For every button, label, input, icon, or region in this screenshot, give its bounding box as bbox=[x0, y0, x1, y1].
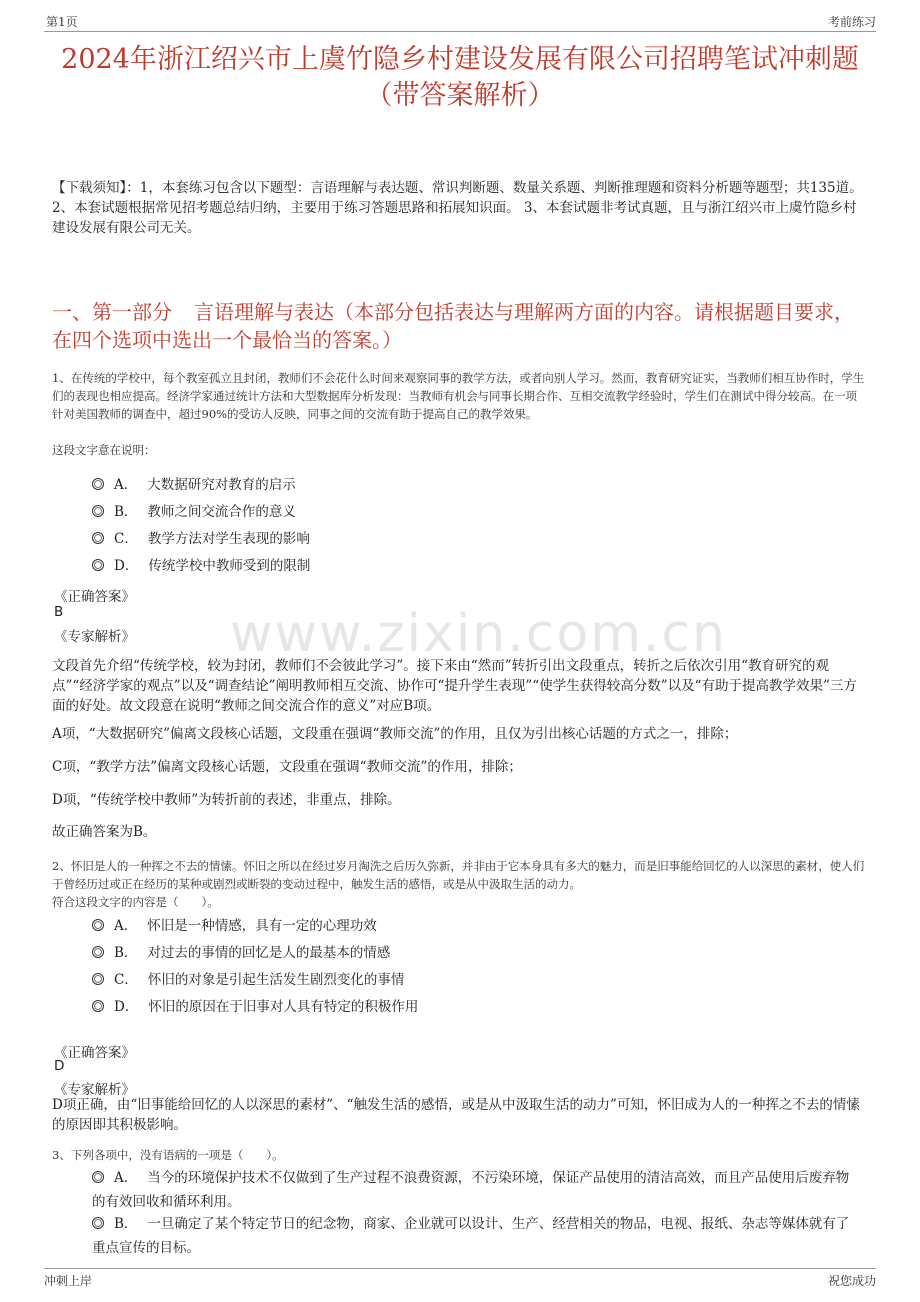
option-letter: D． bbox=[114, 999, 139, 1015]
question-2-option-c[interactable] bbox=[92, 968, 862, 992]
question-1-option-b[interactable] bbox=[92, 500, 862, 524]
analysis-conclusion: 故正确答案为B。 bbox=[52, 824, 157, 840]
option-text: 怀旧的对象是引起生活发生剧烈变化的事情 bbox=[147, 972, 405, 988]
option-text: 对过去的事情的回忆是人的最基本的情感 bbox=[147, 945, 391, 961]
option-letter: A． bbox=[114, 1170, 138, 1186]
option-letter: C． bbox=[114, 972, 138, 988]
option-letter: D． bbox=[114, 558, 139, 574]
section-part: 一、第一部分 bbox=[52, 300, 172, 324]
analysis-paragraph: 文段首先介绍“传统学校，较为封闭，教师们不会彼此学习”。接下来由“然而”转折引出文段重点，转折之后依次引用“教育研究的观点”“经济学家的观点”以及“调查结论”阐明教师相互交流、协作可“提升学生表现”“使学生获得较高分数”以及“有助于提高教学效果”三方面的好处。故文段意在说明“教师之间交流合作的意义”对应B项。 bbox=[52, 658, 857, 714]
radio-icon[interactable] bbox=[92, 919, 104, 931]
analysis-paragraph: C项，“教学方法”偏离文段核心话题，文段重在强调“教师交流”的作用，排除； bbox=[52, 759, 522, 775]
option-letter: B． bbox=[114, 945, 138, 961]
radio-icon[interactable] bbox=[92, 1000, 104, 1012]
option-letter: A． bbox=[114, 918, 138, 934]
section-description: 言语理解与表达（本部分包括表达与理解两方面的内容。请根据题目要求，在四个选项中选出一个最恰当的答案。） bbox=[52, 300, 854, 352]
option-text: 教师之间交流合作的意义 bbox=[147, 504, 296, 520]
question-3-option-a[interactable] bbox=[92, 1166, 862, 1214]
option-letter: B． bbox=[114, 504, 138, 520]
question-1-option-c[interactable] bbox=[92, 527, 862, 551]
footer-divider bbox=[44, 1268, 876, 1269]
footer-slogan-left: 冲刺上岸 bbox=[44, 1274, 93, 1288]
analysis-paragraph: D项，“传统学校中教师”为转折前的表述，非重点，排除。 bbox=[52, 792, 401, 808]
radio-icon[interactable] bbox=[92, 973, 104, 985]
watermark: www.zixin.com.cn bbox=[230, 604, 727, 664]
radio-icon[interactable] bbox=[92, 1171, 104, 1183]
radio-icon[interactable] bbox=[92, 1217, 104, 1229]
question-3-option-b[interactable] bbox=[92, 1212, 862, 1260]
question-1-option-d[interactable] bbox=[92, 554, 862, 578]
question-2-option-a[interactable] bbox=[92, 914, 862, 938]
option-text: 大数据研究对教育的启示 bbox=[147, 477, 296, 493]
page-number: 第1页 bbox=[46, 15, 78, 29]
analysis-label: 《专家解析》 bbox=[54, 629, 135, 645]
document-title: 2024年浙江绍兴市上虞竹隐乡村建设发展有限公司招聘笔试冲刺题（带答案解析） bbox=[61, 44, 859, 111]
header-divider bbox=[44, 31, 876, 32]
option-text: 一旦确定了某个特定节日的纪念物，商家、企业就可以设计、生产、经营相关的物品，电视、报纸、杂志等媒体就有了重点宣传的目标。 bbox=[92, 1216, 850, 1256]
option-letter: C． bbox=[114, 531, 138, 547]
question-2-option-b[interactable] bbox=[92, 941, 862, 965]
answer-value: B bbox=[54, 604, 64, 620]
answer-value: D bbox=[54, 1058, 65, 1074]
option-text: 怀旧的原因在于旧事对人具有特定的积极作用 bbox=[148, 999, 419, 1015]
option-letter: A． bbox=[114, 477, 138, 493]
radio-icon[interactable] bbox=[92, 505, 104, 517]
question-2-prompt: 符合这段文字的内容是（ ）。 bbox=[52, 895, 219, 909]
analysis-paragraph: D项正确，由“旧事能给回忆的人以深思的素材”、“触发生活的感悟，或是从中汲取生活的动力”可知，怀旧成为人的一种挥之不去的情愫的原因即其积极影响。 bbox=[52, 1097, 860, 1133]
radio-icon[interactable] bbox=[92, 532, 104, 544]
radio-icon[interactable] bbox=[92, 946, 104, 958]
footer-slogan-right: 祝您成功 bbox=[827, 1274, 876, 1288]
download-notice: 【下载须知】：1，本套练习包含以下题型：言语理解与表达题、常识判断题、数量关系题、判断推理题和资料分析题等题型；共135道。 2、本套试题根据常见招考题总结归纳，主要用于练习答题思路和拓展知识面。 3、本套试题非考试真题，且与浙江绍兴市上虞竹隐乡村建设发展有限公司无关。 bbox=[52, 180, 863, 236]
question-2-option-d[interactable] bbox=[92, 995, 862, 1019]
radio-icon[interactable] bbox=[92, 559, 104, 571]
option-text: 传统学校中教师受到的限制 bbox=[148, 558, 311, 574]
question-1-option-a[interactable] bbox=[92, 473, 862, 497]
question-2-text: 2、怀旧是人的一种挥之不去的情愫。怀旧之所以在经过岁月淘洗之后历久弥新，并非由于它本身具有多大的魅力，而是旧事能给回忆的人以深思的素材，使人们于曾经历过或正在经历的某种或剧烈或断裂的变动过程中，触发生活的感悟，或是从中汲取生活的动力。 bbox=[52, 859, 865, 891]
question-1-text: 1、在传统的学校中，每个教室孤立且封闭，教师们不会花什么时间来观察同事的教学方法，或者向别人学习。然而，教育研究证实，当教师们相互协作时，学生们的表现也相应提高。经济学家通过统计方法和大型数据库分析发现：当教师有机会与同事长期合作、互相交流教学经验时，学生们在测试中得分较高。在一项针对美国教师的调查中，超过90%的受访人反映，同事之间的交流有助于提高自己的教学效果。 bbox=[52, 371, 865, 421]
option-letter: B． bbox=[114, 1216, 138, 1232]
question-1-prompt: 这段文字意在说明： bbox=[52, 443, 156, 457]
analysis-paragraph: A项，“大数据研究”偏离文段核心话题，文段重在强调“教师交流”的作用，且仅为引出核心话题的方式之一，排除； bbox=[52, 726, 738, 742]
answer-label: 《正确答案》 bbox=[54, 589, 135, 605]
analysis-label: 《专家解析》 bbox=[54, 1082, 135, 1098]
option-text: 怀旧是一种情感，具有一定的心理功效 bbox=[147, 918, 377, 934]
question-3-text: 3、下列各项中，没有语病的一项是（ ）。 bbox=[52, 1148, 284, 1162]
section-heading bbox=[52, 298, 868, 354]
header-category: 考前练习 bbox=[827, 15, 876, 29]
option-text: 教学方法对学生表现的影响 bbox=[147, 531, 310, 547]
radio-icon[interactable] bbox=[92, 478, 104, 490]
answer-label: 《正确答案》 bbox=[54, 1045, 135, 1061]
option-text: 当今的环境保护技术不仅做到了生产过程不浪费资源，不污染环境，保证产品使用的清洁高效，而且产品使用后废弃物的有效回收和循环利用。 bbox=[92, 1170, 850, 1210]
